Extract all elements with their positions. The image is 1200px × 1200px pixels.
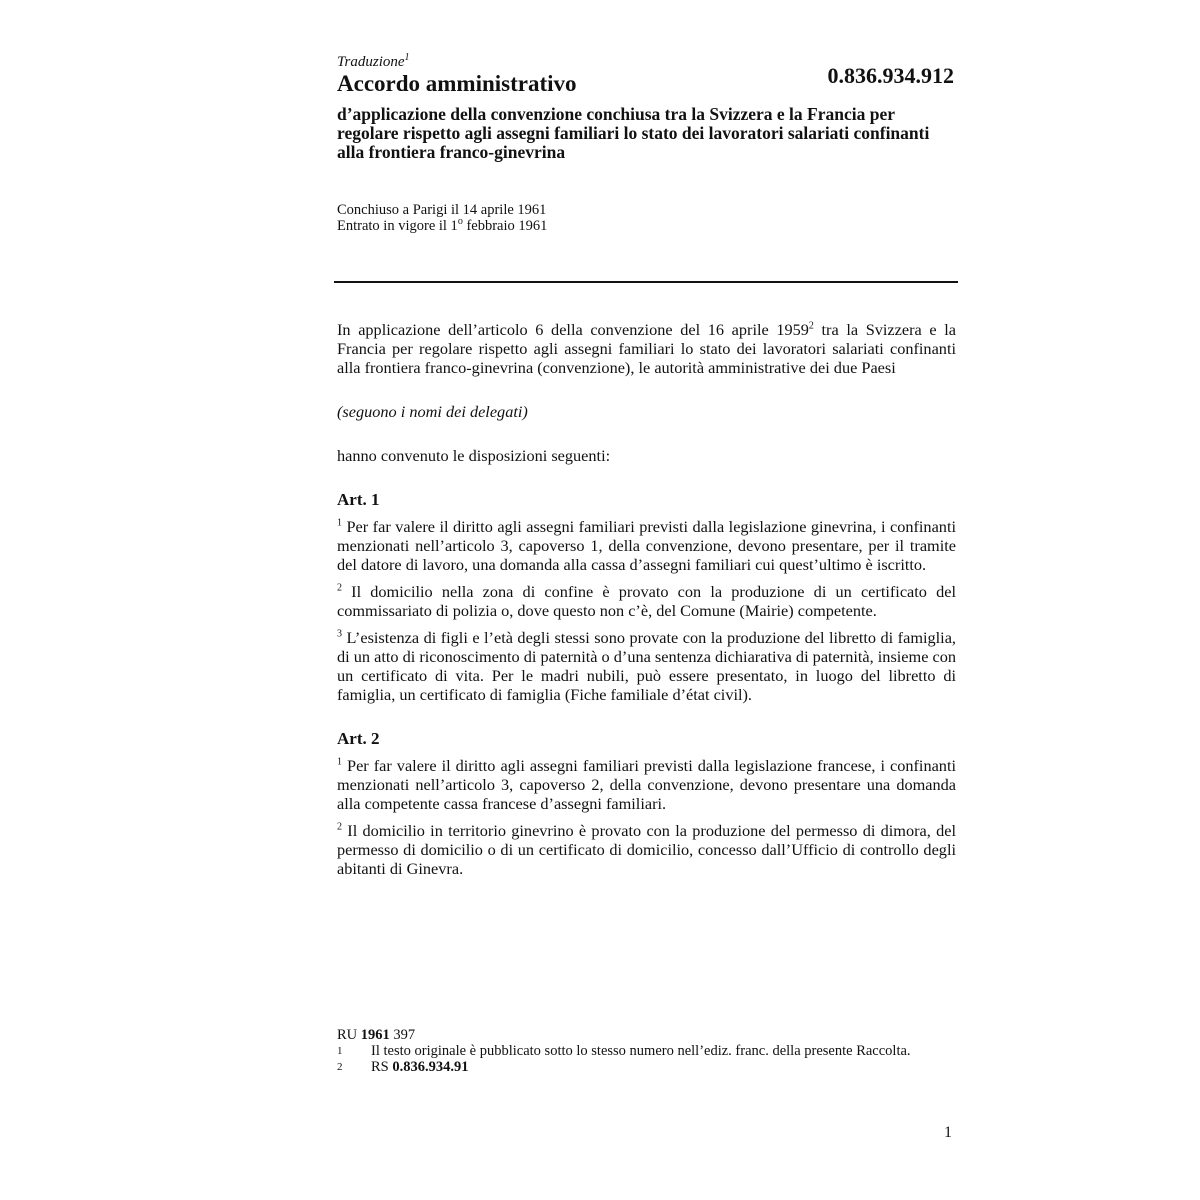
document-dates [337,202,547,234]
footnote-ref-2[interactable]: 2 [808,320,814,332]
translation-text: Traduzione [337,54,405,70]
document-subtitle: d’applicazione della convenzione conchiusa tra la Svizzera e la Francia per regolare rispetto agli assegni familiari lo stato dei lavoratori salariati confinanti alla frontiera franco-ginevrina [337,104,930,162]
article-paragraph: $^1$ Per far valere il diritto agli assegni familiari previsti dalla legislazione ginevrina, i confinanti menzionati nell’articolo 3, capoverso 1, della convenzione, devono presentare, per il tramite del datore di lavoro, una domanda alla cassa d’assegni familiari cui quest’ultimo è iscritto. [337,517,956,574]
preamble: In applicazione dell’articolo 6 della convenzione del 16 aprile 1959$^2$ tra la Svizzera e la Francia per regolare rispetto agli assegni familiari lo stato dei lavoratori salariati confinanti alla frontiera franco-ginevrina (convenzione), le autorità amministrative dei due Paesi [337,320,956,377]
article-2 [337,729,956,878]
document-title: Accordo amministrativo [337,71,577,96]
article-1 [337,490,956,704]
header-divider [334,281,958,283]
in-force-date: Entrato in vigore il 1$^o$ febbraio 1961 [337,216,548,234]
delegates-note: (seguono i nomi dei delegati) [337,402,528,421]
article-paragraph: $^1$ Per far valere il diritto agli assegni familiari previsti dalla legislazione francese, i confinanti menzionati nell’articolo 3, capoverso 2, della convenzione, devono presentare una domanda alla competente cassa francese d’assegni familiari. [337,756,956,813]
footnote-ref-1[interactable]: 1 [404,52,410,63]
document-body [337,320,956,886]
footnote-2: 2 RS 0.836.934.91 [337,1059,469,1075]
page-number: 1 [944,1124,952,1141]
document-header [337,54,957,162]
official-collection-ref: RU 1961 397 [337,1027,416,1043]
article-heading: Art. 2 [337,729,380,748]
article-paragraph: $^2$ Il domicilio nella zona di confine è provato con la produzione di un certificato del commissariato di polizia o, dove questo non c’è, del Comune (Mairie) competente. [337,582,956,620]
article-heading: Art. 1 [337,490,380,509]
article-paragraph: $^3$ L’esistenza di figli e l’età degli stessi sono provate con la produzione del libretto di famiglia, di un atto di riconoscimento di paternità o d’una sentenza dichiarativa di paternità, insieme con un certificato di vita. Per le madri nubili, può essere presentato, in luogo del libretto di famiglia, un certificato di famiglia (Fiche familiale d’état civil). [337,628,956,704]
footnotes [337,1027,957,1075]
concluded-date: Conchiuso a Parigi il 14 aprile 1961 [337,202,547,218]
agreement-statement: hanno convenuto le disposizioni seguenti: [337,446,611,465]
footnote-1: 1 Il testo originale è pubblicato sotto lo stesso numero nell’ediz. franc. della presente Raccolta. [337,1043,911,1059]
article-paragraph: $^2$ Il domicilio in territorio ginevrino è provato con la produzione del permesso di dimora, del permesso di domicilio o di un certificato di domicilio, concesso dall’Ufficio di controllo degli abitanti di Ginevra. [337,821,956,878]
sr-number: 0.836.934.912 [827,63,954,88]
